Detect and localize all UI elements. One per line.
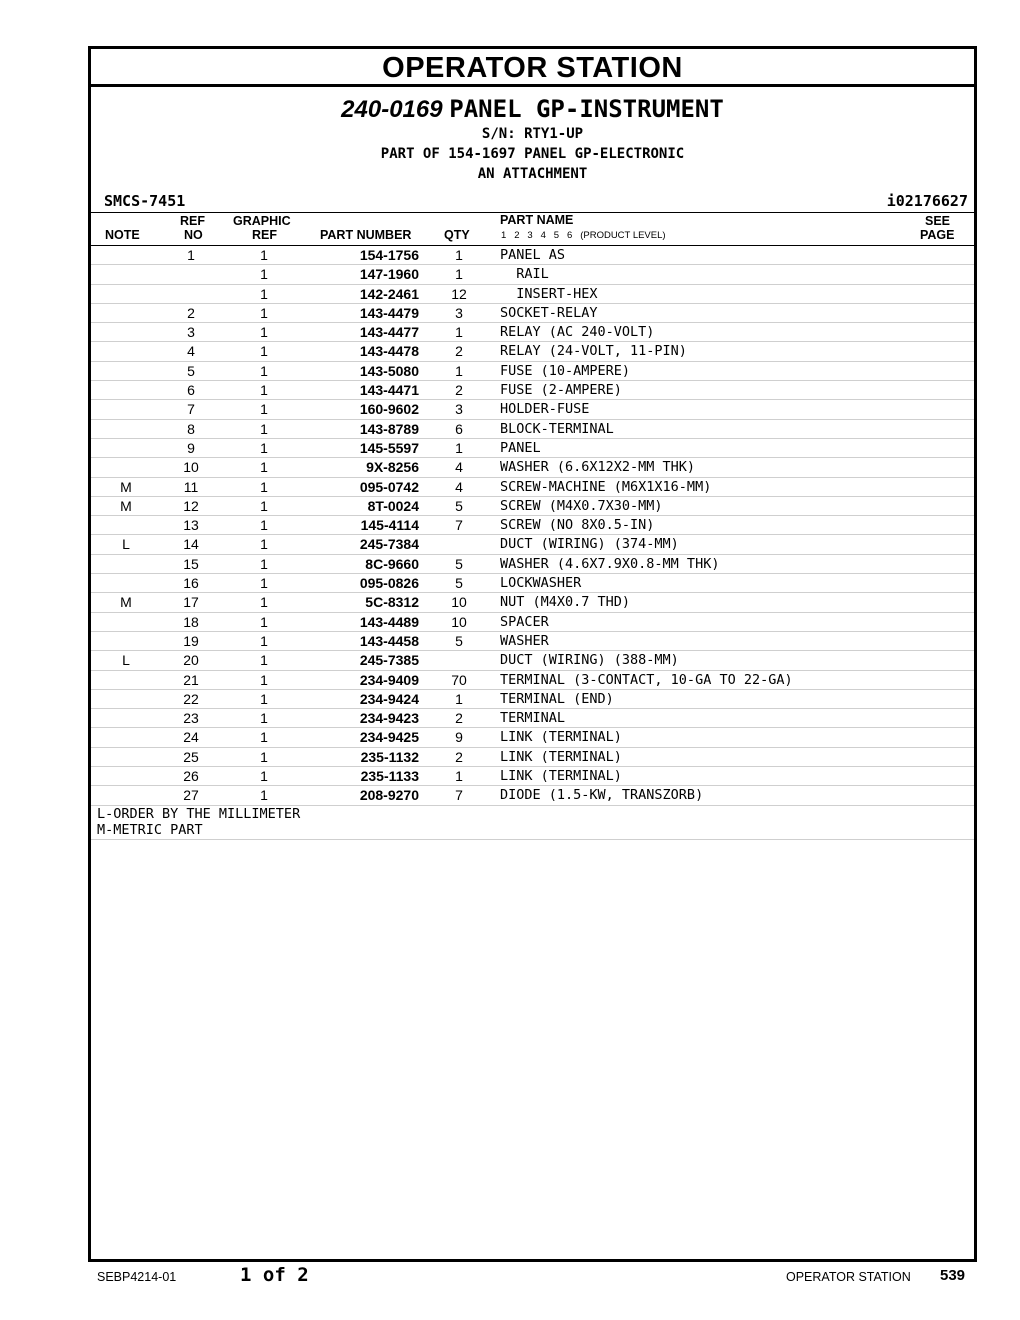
cell-note: L bbox=[122, 652, 130, 669]
cell-part-name: HOLDER-FUSE bbox=[500, 401, 590, 418]
cell-qty: 12 bbox=[451, 285, 467, 302]
cell-ref-no: 25 bbox=[183, 748, 199, 765]
cell-graphic-ref: 1 bbox=[260, 787, 268, 804]
cell-ref-no: 22 bbox=[183, 690, 199, 707]
table-row bbox=[91, 323, 974, 342]
cell-part-number: 145-4114 bbox=[360, 517, 419, 534]
cell-part-number: 234-9423 bbox=[359, 710, 419, 727]
cell-qty: 2 bbox=[455, 710, 463, 727]
cell-qty: 4 bbox=[455, 478, 463, 495]
cell-ref-no: 5 bbox=[187, 362, 195, 379]
cell-part-name: SCREW (M4X0.7X30-MM) bbox=[500, 497, 663, 514]
cell-note: L bbox=[122, 536, 130, 553]
cell-part-name: RELAY (AC 240-VOLT) bbox=[500, 324, 655, 341]
table-row bbox=[91, 478, 974, 497]
group-part-number: 240-0169 bbox=[341, 96, 443, 123]
cell-part-number: 142-2461 bbox=[359, 285, 419, 302]
cell-qty: 4 bbox=[455, 459, 463, 476]
table-row bbox=[91, 304, 974, 323]
cell-qty: 10 bbox=[451, 594, 467, 611]
table-row bbox=[91, 767, 974, 786]
cell-ref-no: 2 bbox=[187, 304, 195, 321]
cell-part-name: PANEL bbox=[500, 439, 541, 456]
cell-qty: 1 bbox=[455, 690, 463, 707]
cell-ref-no: 19 bbox=[183, 632, 199, 649]
cell-part-name: BLOCK-TERMINAL bbox=[500, 420, 614, 437]
cell-part-name: SPACER bbox=[500, 613, 549, 630]
footer-doc-id: SEBP4214-01 bbox=[97, 1270, 177, 1284]
col-see-bottom: PAGE bbox=[920, 228, 955, 242]
table-row bbox=[91, 671, 974, 690]
table-row bbox=[91, 613, 974, 632]
col-product-levels: 1 2 3 4 5 6 (PRODUCT LEVEL) bbox=[501, 230, 666, 241]
cell-graphic-ref: 1 bbox=[260, 459, 268, 476]
table-row bbox=[91, 400, 974, 419]
cell-part-number: 143-4471 bbox=[359, 382, 419, 399]
cell-part-number: 8C-9660 bbox=[365, 555, 419, 572]
cell-graphic-ref: 1 bbox=[260, 478, 268, 495]
cell-note: M bbox=[120, 594, 132, 611]
cell-part-number: 245-7384 bbox=[359, 536, 419, 553]
cell-part-name: FUSE (2-AMPERE) bbox=[500, 382, 622, 399]
page-frame bbox=[88, 46, 977, 1262]
table-row bbox=[91, 246, 974, 265]
table-row bbox=[91, 458, 974, 477]
cell-part-name: RELAY (24-VOLT, 11-PIN) bbox=[500, 343, 687, 360]
table-row bbox=[91, 342, 974, 361]
smcs-code: SMCS-7451 bbox=[104, 192, 186, 210]
cell-qty: 9 bbox=[455, 729, 463, 746]
cell-qty: 6 bbox=[455, 420, 463, 437]
cell-ref-no: 7 bbox=[187, 401, 195, 418]
table-row bbox=[91, 786, 974, 805]
cell-ref-no: 26 bbox=[183, 768, 199, 785]
table-row bbox=[91, 728, 974, 747]
cell-qty: 3 bbox=[455, 401, 463, 418]
cell-graphic-ref: 1 bbox=[260, 362, 268, 379]
cell-part-number: 9X-8256 bbox=[366, 459, 419, 476]
cell-graphic-ref: 1 bbox=[260, 768, 268, 785]
cell-part-name: SCREW-MACHINE (M6X1X16-MM) bbox=[500, 478, 712, 495]
cell-qty: 3 bbox=[455, 304, 463, 321]
col-part-number: PART NUMBER bbox=[320, 228, 412, 242]
cell-qty: 5 bbox=[455, 575, 463, 592]
cell-graphic-ref: 1 bbox=[260, 343, 268, 360]
cell-part-number: 143-4477 bbox=[359, 324, 419, 341]
col-note: NOTE bbox=[105, 228, 140, 242]
cell-part-number: 208-9270 bbox=[359, 787, 419, 804]
cell-qty: 1 bbox=[455, 362, 463, 379]
illustration-id: i02176627 bbox=[886, 192, 968, 210]
cell-part-number: 143-4478 bbox=[359, 343, 419, 360]
cell-part-name: NUT (M4X0.7 THD) bbox=[500, 594, 631, 611]
cell-ref-no: 15 bbox=[183, 555, 199, 572]
cell-part-number: 234-9424 bbox=[359, 690, 419, 707]
cell-qty: 1 bbox=[455, 768, 463, 785]
cell-graphic-ref: 1 bbox=[260, 247, 268, 263]
cell-part-name: WASHER (4.6X7.9X0.8-MM THK) bbox=[500, 555, 720, 572]
cell-graphic-ref: 1 bbox=[260, 671, 268, 688]
footer-page-of: 1 of 2 bbox=[240, 1264, 309, 1286]
cell-part-number: 154-1756 bbox=[359, 247, 419, 263]
cell-part-name: LINK (TERMINAL) bbox=[500, 729, 622, 746]
column-header bbox=[91, 213, 974, 246]
cell-graphic-ref: 1 bbox=[260, 285, 268, 302]
cell-qty: 10 bbox=[451, 613, 467, 630]
cell-graphic-ref: 1 bbox=[260, 517, 268, 534]
table-row bbox=[91, 748, 974, 767]
cell-part-number: 160-9602 bbox=[359, 401, 419, 418]
cell-graphic-ref: 1 bbox=[260, 304, 268, 321]
cell-ref-no: 8 bbox=[187, 420, 195, 437]
cell-qty: 70 bbox=[451, 671, 467, 688]
cell-part-number: 245-7385 bbox=[359, 652, 419, 669]
cell-graphic-ref: 1 bbox=[260, 324, 268, 341]
cell-graphic-ref: 1 bbox=[260, 632, 268, 649]
table-row bbox=[91, 516, 974, 535]
cell-ref-no: 27 bbox=[183, 787, 199, 804]
cell-ref-no: 16 bbox=[183, 575, 199, 592]
cell-ref-no: 1 bbox=[187, 247, 195, 263]
cell-part-name: WASHER (6.6X12X2-MM THK) bbox=[500, 459, 696, 476]
cell-part-number: 145-5597 bbox=[359, 439, 419, 456]
cell-ref-no: 11 bbox=[183, 478, 199, 495]
cell-ref-no: 14 bbox=[183, 536, 199, 553]
table-row bbox=[91, 381, 974, 400]
cell-part-name: DUCT (WIRING) (388-MM) bbox=[500, 652, 679, 669]
group-title bbox=[91, 95, 974, 124]
notes-block bbox=[91, 806, 974, 840]
cell-graphic-ref: 1 bbox=[260, 575, 268, 592]
cell-ref-no: 6 bbox=[187, 382, 195, 399]
cell-graphic-ref: 1 bbox=[260, 690, 268, 707]
cell-qty: 2 bbox=[455, 343, 463, 360]
cell-qty: 1 bbox=[455, 439, 463, 456]
cell-ref-no: 21 bbox=[183, 671, 199, 688]
cell-graphic-ref: 1 bbox=[260, 710, 268, 727]
cell-qty: 1 bbox=[455, 324, 463, 341]
smcs-row bbox=[91, 190, 974, 213]
cell-part-name: LINK (TERMINAL) bbox=[500, 748, 622, 765]
parts-table bbox=[91, 246, 974, 806]
footer-page-number: 539 bbox=[940, 1267, 966, 1284]
cell-part-name: FUSE (10-AMPERE) bbox=[500, 362, 631, 379]
cell-part-name: TERMINAL (3-CONTACT, 10-GA TO 22-GA) bbox=[500, 671, 793, 688]
cell-qty: 1 bbox=[455, 247, 463, 263]
note-m: M-METRIC PART bbox=[97, 821, 203, 838]
cell-ref-no: 18 bbox=[183, 613, 199, 630]
cell-part-number: 234-9425 bbox=[359, 729, 419, 746]
cell-ref-no: 3 bbox=[187, 324, 195, 341]
cell-graphic-ref: 1 bbox=[260, 439, 268, 456]
cell-part-name: LINK (TERMINAL) bbox=[500, 768, 622, 785]
col-see-top: SEE bbox=[925, 214, 951, 228]
cell-graphic-ref: 1 bbox=[260, 382, 268, 399]
serial-range: S/N: RTY1-UP bbox=[481, 126, 584, 142]
cell-part-number: 143-8789 bbox=[359, 420, 419, 437]
cell-part-number: 8T-0024 bbox=[367, 497, 419, 514]
col-graphic-top: GRAPHIC bbox=[233, 214, 291, 228]
part-of-line: PART OF 154-1697 PANEL GP-ELECTRONIC bbox=[380, 146, 685, 162]
table-row bbox=[91, 497, 974, 516]
cell-qty: 1 bbox=[455, 266, 463, 283]
cell-graphic-ref: 1 bbox=[260, 536, 268, 553]
cell-part-name: DUCT (WIRING) (374-MM) bbox=[500, 536, 679, 553]
table-row bbox=[91, 555, 974, 574]
cell-part-name: SOCKET-RELAY bbox=[500, 304, 598, 321]
col-ref-bottom: NO bbox=[184, 228, 203, 242]
attachment-line: AN ATTACHMENT bbox=[477, 166, 588, 182]
cell-qty: 5 bbox=[455, 497, 463, 514]
table-row bbox=[91, 651, 974, 670]
cell-note: M bbox=[120, 497, 132, 514]
cell-ref-no: 4 bbox=[187, 343, 195, 360]
page-footer bbox=[0, 1262, 1020, 1292]
cell-part-name: DIODE (1.5-KW, TRANSZORB) bbox=[500, 787, 704, 804]
cell-part-number: 095-0742 bbox=[359, 478, 419, 495]
cell-part-name: SCREW (NO 8X0.5-IN) bbox=[500, 517, 655, 534]
cell-part-name: PANEL AS bbox=[500, 247, 566, 263]
col-part-name: PART NAME bbox=[500, 213, 574, 227]
note-l: L-ORDER BY THE MILLIMETER bbox=[97, 805, 301, 822]
table-row bbox=[91, 690, 974, 709]
cell-qty: 2 bbox=[455, 748, 463, 765]
group-header bbox=[91, 95, 974, 184]
cell-graphic-ref: 1 bbox=[260, 613, 268, 630]
cell-part-number: 234-9409 bbox=[359, 671, 419, 688]
table-row bbox=[91, 265, 974, 284]
cell-qty: 5 bbox=[455, 555, 463, 572]
cell-part-name: INSERT-HEX bbox=[500, 285, 598, 302]
group-name: PANEL GP-INSTRUMENT bbox=[449, 95, 724, 123]
cell-graphic-ref: 1 bbox=[260, 594, 268, 611]
table-row bbox=[91, 574, 974, 593]
section-title: OPERATOR STATION bbox=[91, 49, 974, 87]
cell-part-number: 147-1960 bbox=[359, 266, 419, 283]
col-graphic-bottom: REF bbox=[252, 228, 277, 242]
cell-part-number: 095-0826 bbox=[359, 575, 419, 592]
col-ref-top: REF bbox=[180, 214, 205, 228]
cell-ref-no: 12 bbox=[183, 497, 199, 514]
cell-part-name: WASHER bbox=[500, 632, 549, 649]
cell-graphic-ref: 1 bbox=[260, 652, 268, 669]
cell-part-number: 235-1132 bbox=[360, 748, 419, 765]
table-row bbox=[91, 632, 974, 651]
cell-graphic-ref: 1 bbox=[260, 497, 268, 514]
cell-graphic-ref: 1 bbox=[260, 266, 268, 283]
cell-qty: 5 bbox=[455, 632, 463, 649]
cell-qty: 2 bbox=[455, 382, 463, 399]
cell-qty: 7 bbox=[455, 517, 463, 534]
cell-ref-no: 23 bbox=[183, 710, 199, 727]
cell-part-name: TERMINAL bbox=[500, 710, 566, 727]
cell-part-number: 143-4479 bbox=[359, 304, 419, 321]
cell-part-number: 143-5080 bbox=[359, 362, 419, 379]
table-row bbox=[91, 439, 974, 458]
table-row bbox=[91, 285, 974, 304]
cell-part-name: RAIL bbox=[500, 266, 549, 283]
cell-part-name: LOCKWASHER bbox=[500, 575, 582, 592]
col-qty: QTY bbox=[444, 228, 470, 242]
cell-ref-no: 13 bbox=[183, 517, 199, 534]
table-row bbox=[91, 420, 974, 439]
cell-graphic-ref: 1 bbox=[260, 555, 268, 572]
cell-graphic-ref: 1 bbox=[260, 748, 268, 765]
table-row bbox=[91, 709, 974, 728]
cell-part-number: 235-1133 bbox=[360, 768, 419, 785]
cell-ref-no: 24 bbox=[183, 729, 199, 746]
table-row bbox=[91, 535, 974, 554]
cell-ref-no: 17 bbox=[183, 594, 199, 611]
cell-graphic-ref: 1 bbox=[260, 420, 268, 437]
cell-graphic-ref: 1 bbox=[260, 729, 268, 746]
table-row bbox=[91, 362, 974, 381]
cell-ref-no: 10 bbox=[183, 459, 199, 476]
cell-qty: 7 bbox=[455, 787, 463, 804]
cell-note: M bbox=[120, 478, 132, 495]
cell-part-number: 143-4489 bbox=[359, 613, 419, 630]
cell-part-number: 5C-8312 bbox=[365, 594, 419, 611]
cell-graphic-ref: 1 bbox=[260, 401, 268, 418]
cell-part-number: 143-4458 bbox=[359, 632, 419, 649]
cell-ref-no: 9 bbox=[187, 439, 195, 456]
cell-part-name: TERMINAL (END) bbox=[500, 690, 614, 707]
table-row bbox=[91, 593, 974, 612]
cell-ref-no: 20 bbox=[183, 652, 199, 669]
footer-section: OPERATOR STATION bbox=[786, 1270, 911, 1284]
